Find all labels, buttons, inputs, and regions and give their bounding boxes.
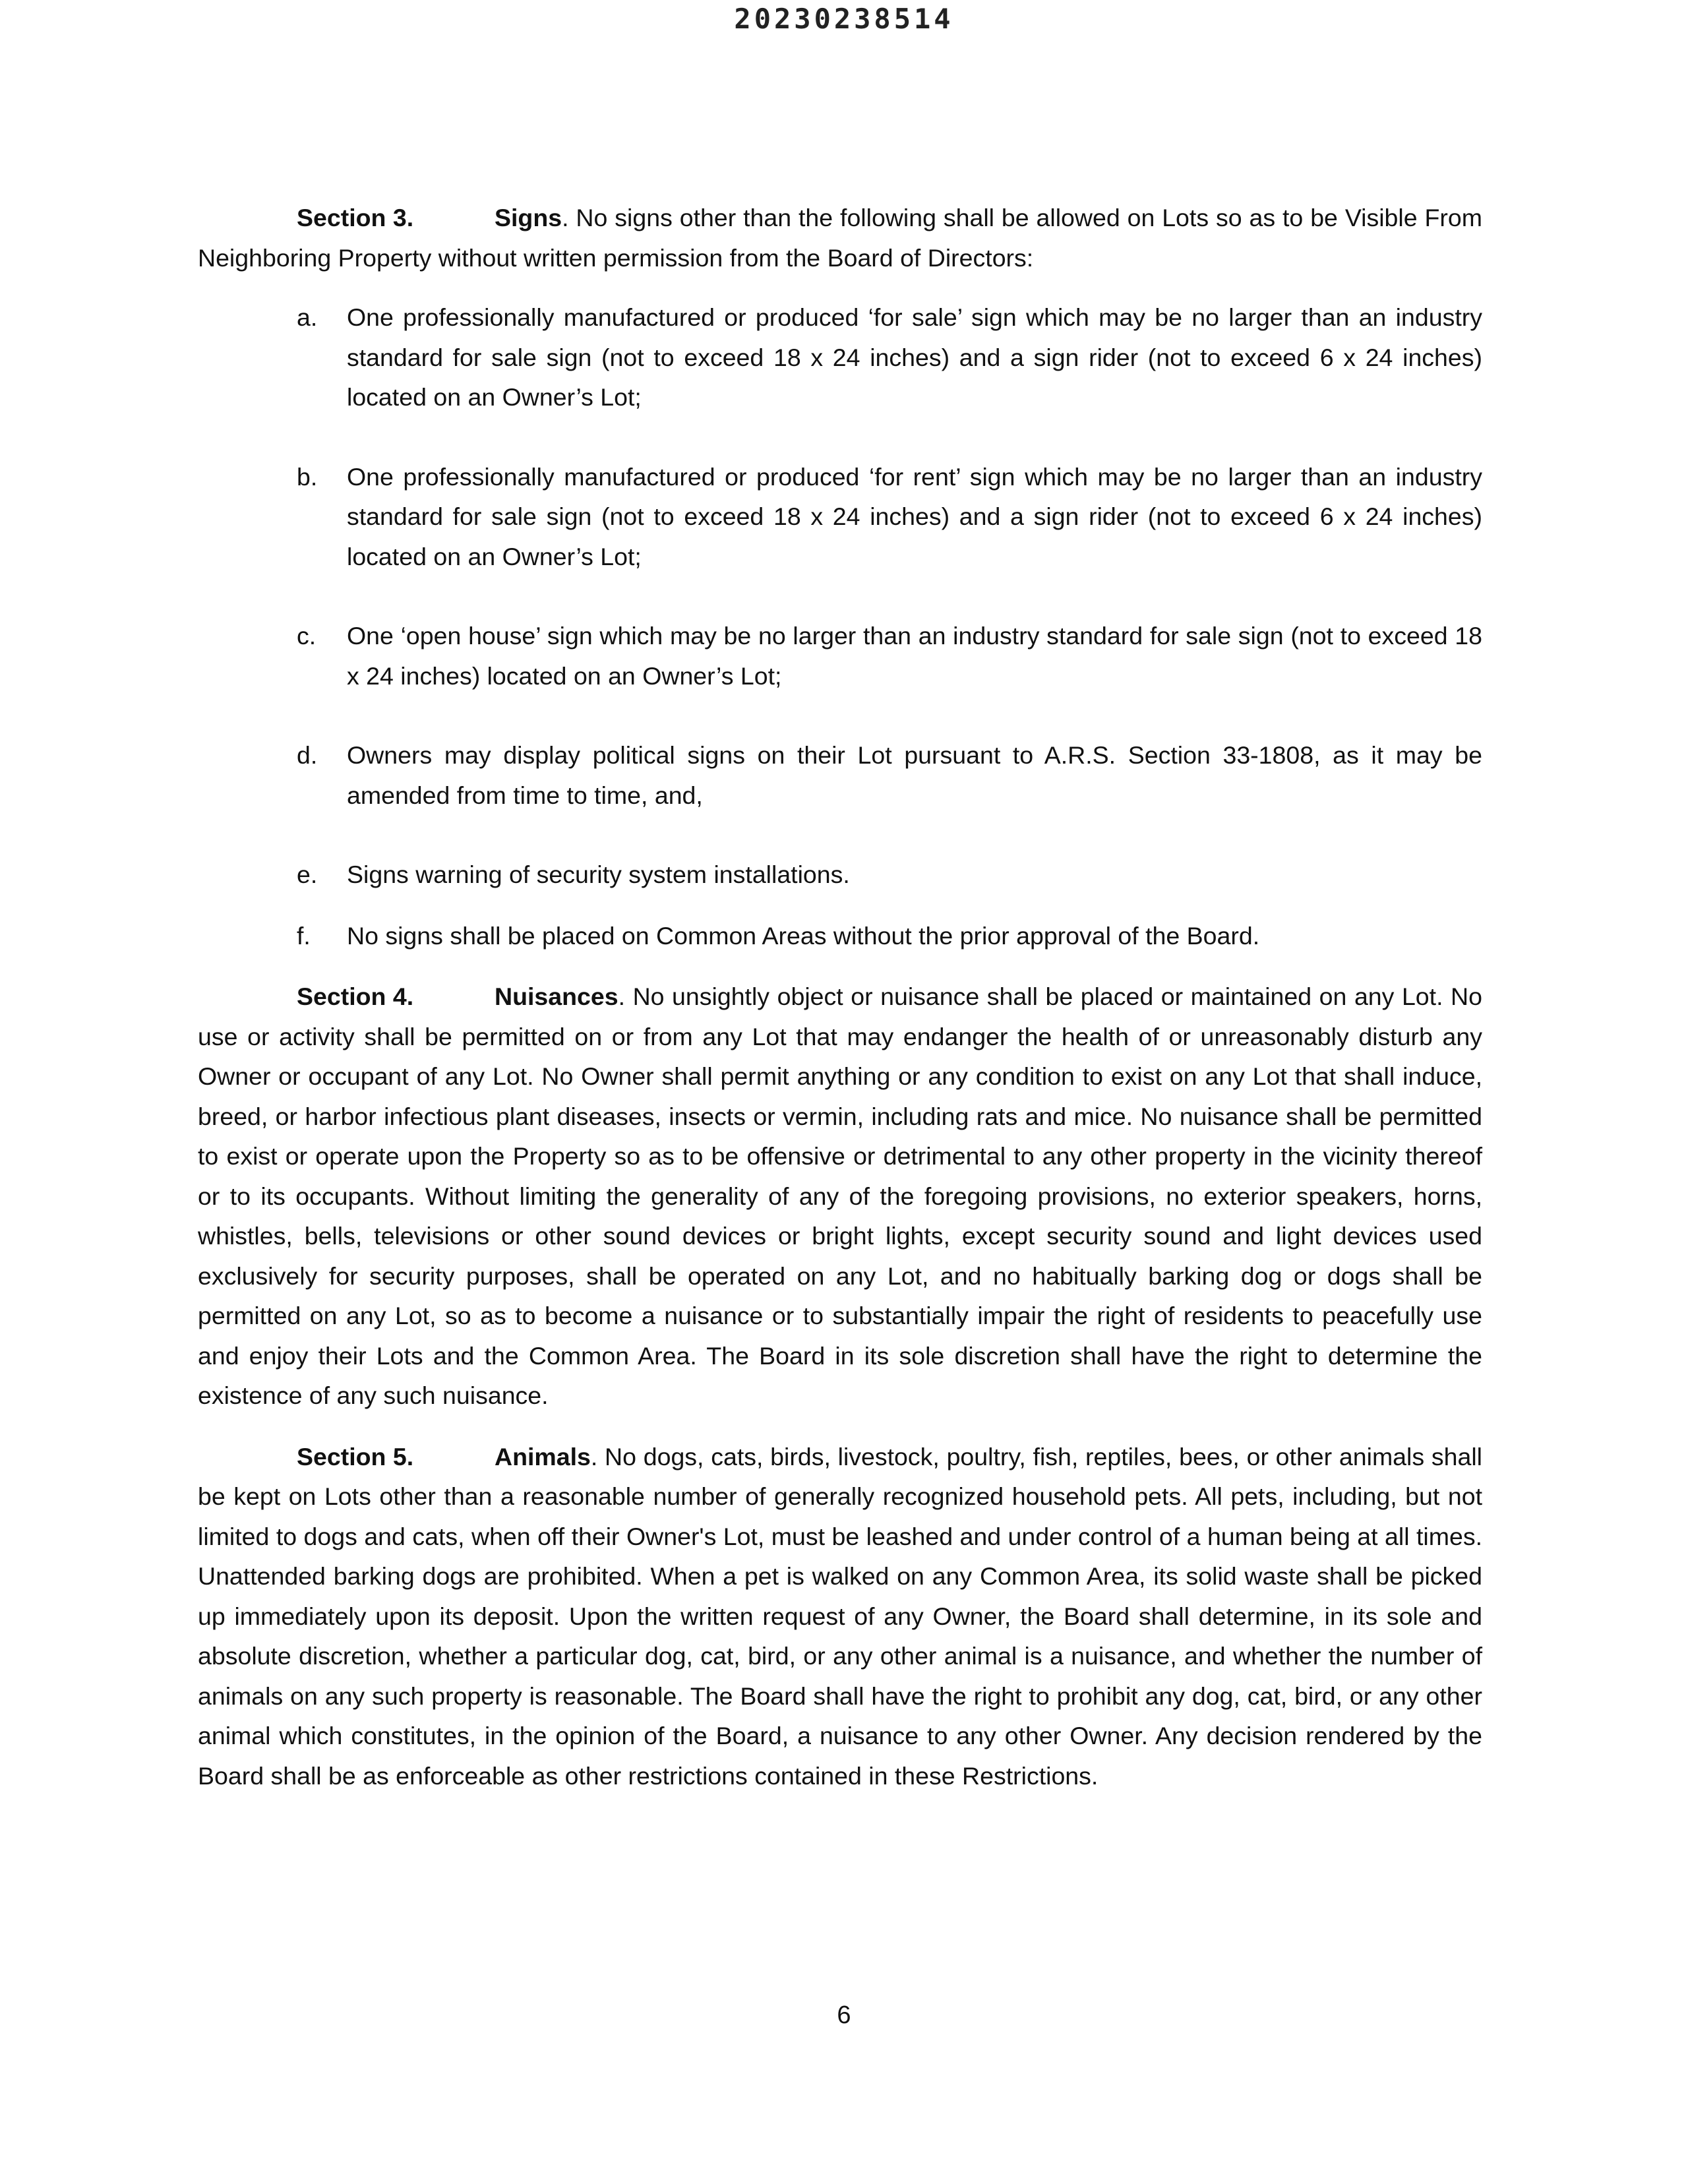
section-4-paragraph <box>198 977 1482 1416</box>
section-4-title: Nuisances <box>495 983 618 1010</box>
list-item <box>198 916 1482 956</box>
document-number: 20230238514 <box>734 3 954 35</box>
section-4-text: . No unsightly object or nuisance shall be placed or maintained on any Lot. No use or activity shall be permitted on or from any Lot that may endanger the health of or unreasonably disturb any Owner or occupant of any Lot. No Owner shall permit anything or any condition to exist on any Lot that shall induce, breed, or harbor infectious plant diseases, insects or vermin, including rats and mice. No nuisance shall be permitted to exist or operate upon the Property so as to be offensive or detrimental to any other property in the vicinity thereof or to its occupants. Without limiting the generality of any of the foregoing provisions, no exterior speakers, horns, whistles, bells, televisions or other sound devices or bright lights, except security sound and light devices used exclusively for security purposes, shall be operated on any Lot, and no habitually barking dog or dogs shall be permitted on any Lot, so as to become a nuisance or to substantially impair the right of residents to peacefully use and enjoy their Lots and the Common Area. The Board in its sole discretion shall have the right to determine the existence of any such nuisance. <box>198 983 1482 1409</box>
section-4-number: Section 4. <box>297 983 414 1010</box>
document-body <box>198 198 1482 1796</box>
list-item-letter: c. <box>297 622 316 650</box>
list-item-text: One ‘open house’ sign which may be no larger than an industry standard for sale sign (not to exceed 18 x 24 inches) located on an Owner’s Lot; <box>347 622 1482 690</box>
list-item-text: Owners may display political signs on their Lot pursuant to A.R.S. Section 33-1808, as it may be amended from time to time, and, <box>347 741 1482 809</box>
list-item-text: No signs shall be placed on Common Areas without the prior approval of the Board. <box>347 921 1260 950</box>
list-item-letter: b. <box>297 462 318 491</box>
list-item-letter: a. <box>297 303 318 331</box>
section-5-paragraph <box>198 1437 1482 1796</box>
page-number: 6 <box>837 2001 851 2029</box>
section-5-title: Animals <box>495 1442 591 1471</box>
section-3-intro: . No signs other than the following shall be allowed on Lots so as to be Visible From Neighboring Property without written permission from the Board of Directors: <box>198 204 1482 272</box>
list-item <box>198 297 1482 417</box>
list-item-text: Signs warning of security system installations. <box>347 861 850 888</box>
section-3-title: Signs <box>495 204 562 231</box>
section-5-number: Section 5. <box>297 1442 414 1471</box>
section-3-paragraph <box>198 198 1482 278</box>
list-item <box>198 616 1482 696</box>
paragraph-spacer <box>198 1416 1482 1437</box>
section-3-number: Section 3. <box>297 204 414 231</box>
signs-list <box>198 297 1482 956</box>
section-5-text: . No dogs, cats, birds, livestock, poultry, fish, reptiles, bees, or other animals shall be kept on Lots other than a reasonable number of generally recognized household pets. All pets, including, but not limited to dogs and cats, when off their Owner's Lot, must be leashed and under control of a human being at all times. Unattended barking dogs are prohibited. When a pet is walked on any Common Area, its solid waste shall be picked up immediately upon its deposit. Upon the written request of any Owner, the Board shall determine, in its sole and absolute discretion, whether a particular dog, cat, bird, or any other animal is a nuisance, and whether the number of animals on any such property is reasonable. The Board shall have the right to prohibit any dog, cat, bird, or any other animal which constitutes, in the opinion of the Board, a nuisance to any other Owner. Any decision rendered by the Board shall be as enforceable as other restrictions contained in these Restrictions. <box>198 1442 1482 1790</box>
list-item <box>198 855 1482 895</box>
list-item <box>198 457 1482 577</box>
list-item-letter: f. <box>297 921 311 950</box>
list-item-text: One professionally manufactured or produced ‘for rent’ sign which may be no larger than an industry standard for sale sign (not to exceed 18 x 24 inches) and a sign rider (not to exceed 6 x 24 inches) located on an Owner’s Lot; <box>347 462 1482 570</box>
list-item <box>198 735 1482 815</box>
list-item-letter: d. <box>297 741 318 769</box>
list-item-letter: e. <box>297 861 318 888</box>
list-item-text: One professionally manufactured or produced ‘for sale’ sign which may be no larger than an industry standard for sale sign (not to exceed 18 x 24 inches) and a sign rider (not to exceed 6 x 24 inches) located on an Owner’s Lot; <box>347 303 1482 411</box>
